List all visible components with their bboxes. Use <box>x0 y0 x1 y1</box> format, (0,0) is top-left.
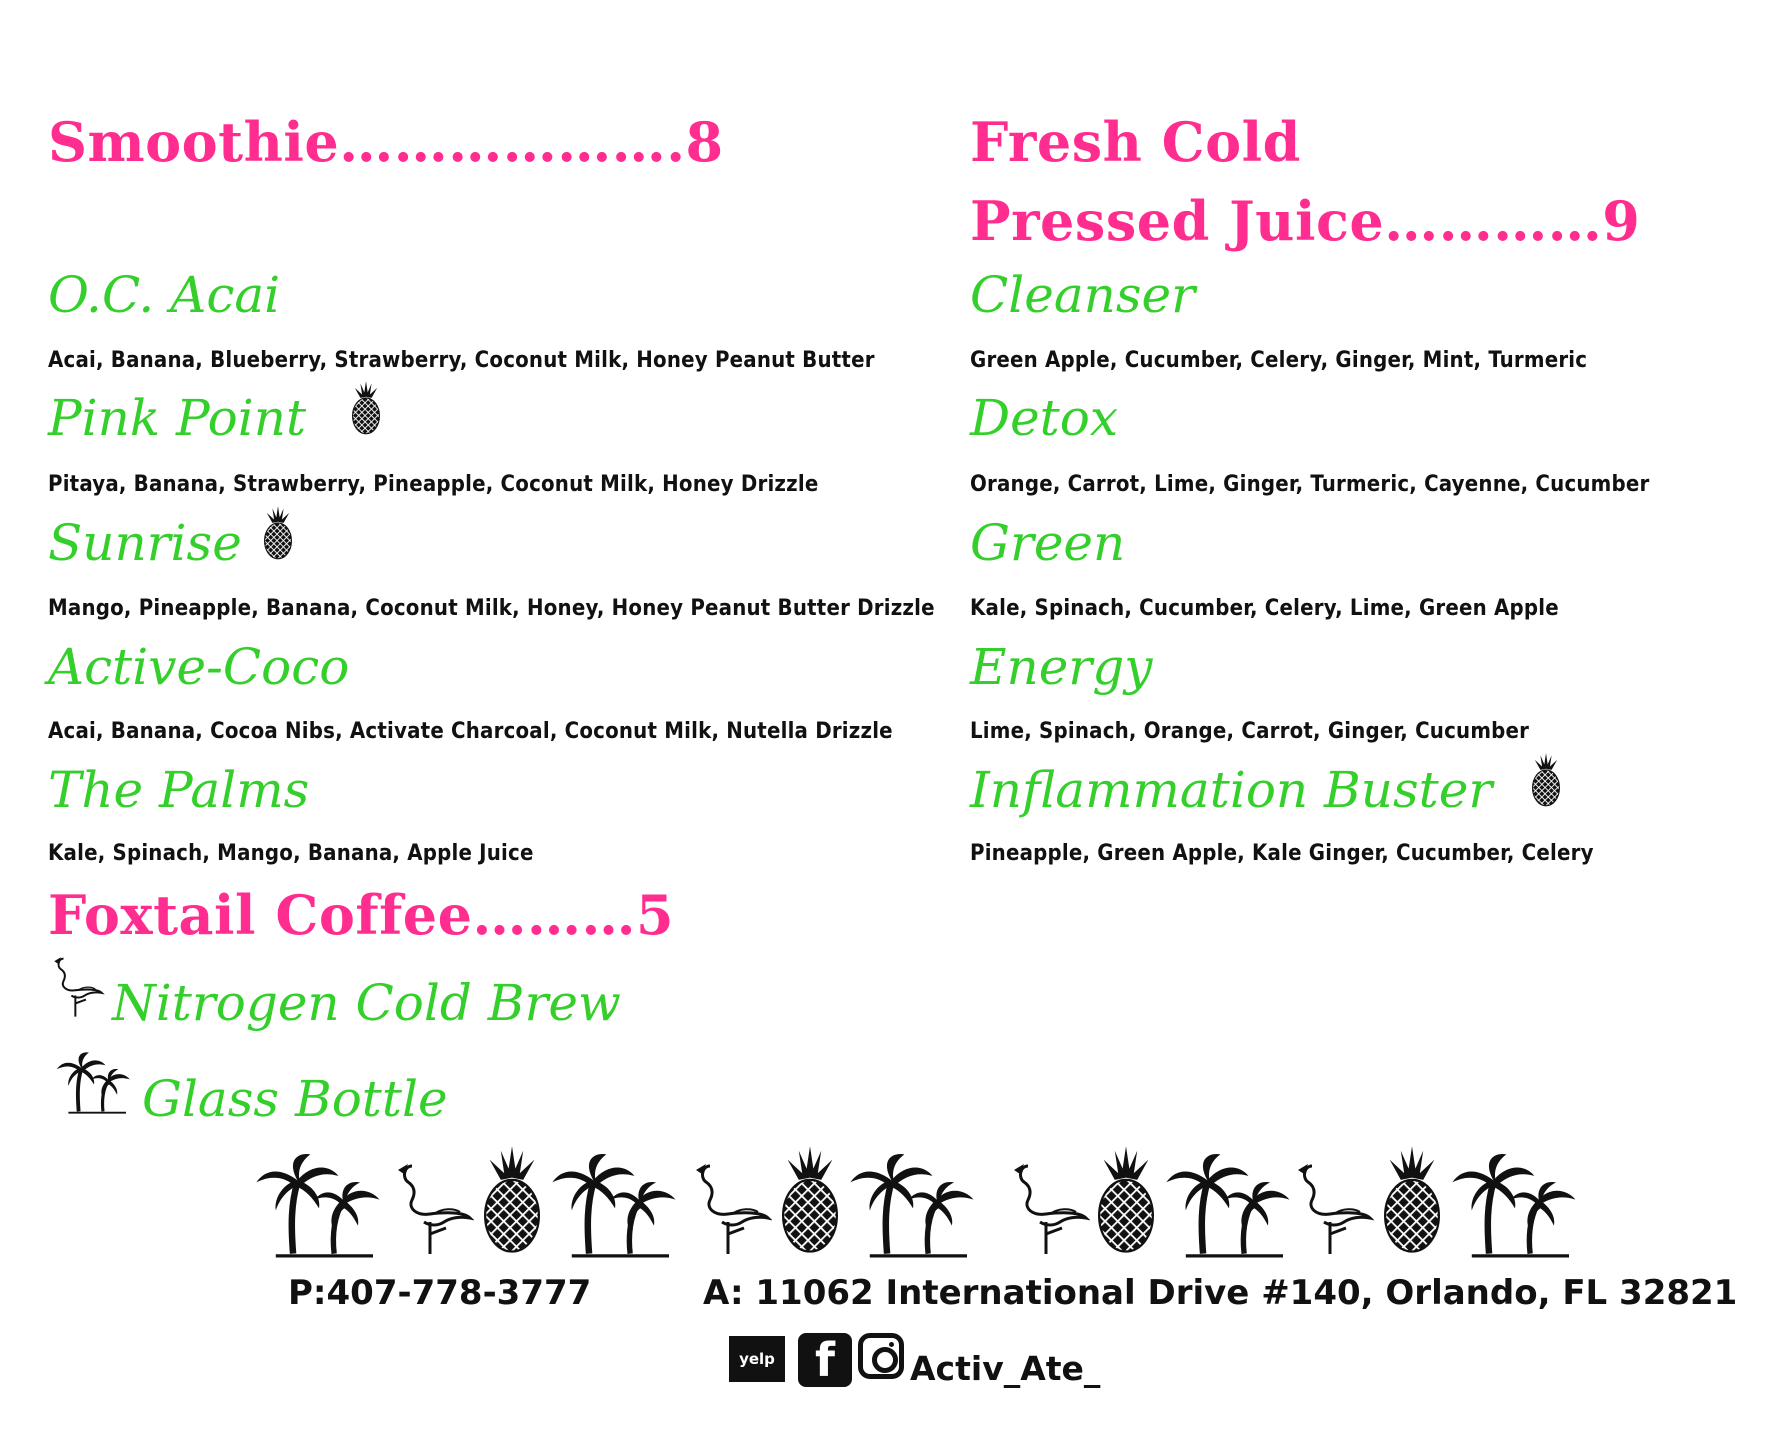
flamingo-icon <box>692 1154 772 1258</box>
item-name-inflammation-buster: Inflammation Buster <box>970 761 1493 819</box>
item-name-pink-point: Pink Point <box>48 389 307 447</box>
palm-trees-icon <box>1450 1150 1580 1258</box>
item-desc-green: Kale, Spinach, Cucumber, Celery, Lime, Green Apple <box>970 596 1559 621</box>
item-name-glass-bottle: Glass Bottle <box>142 1070 448 1128</box>
item-desc-detox: Orange, Carrot, Lime, Ginger, Turmeric, Cayenne, Cucumber <box>970 472 1650 497</box>
item-desc-oc-acai: Acai, Banana, Blueberry, Strawberry, Coconut Milk, Honey Peanut Butter <box>48 348 875 373</box>
smoothie-heading: Smoothie……………….8 <box>48 110 724 174</box>
item-desc-cleanser: Green Apple, Cucumber, Celery, Ginger, Mint, Turmeric <box>970 348 1588 373</box>
flamingo-icon <box>1010 1154 1090 1258</box>
flamingo-icon <box>46 952 110 1018</box>
palm-trees-icon <box>550 1150 680 1258</box>
pineapple-icon <box>1524 752 1568 808</box>
item-name-detox: Detox <box>970 389 1119 447</box>
pineapple-icon <box>476 1144 548 1256</box>
instagram-icon[interactable] <box>858 1333 904 1379</box>
item-desc-inflammation-buster: Pineapple, Green Apple, Kale Ginger, Cucumber, Celery <box>970 841 1594 866</box>
item-name-the-palms: The Palms <box>48 761 310 819</box>
item-desc-sunrise: Mango, Pineapple, Banana, Coconut Milk, Honey, Honey Peanut Butter Drizzle <box>48 596 935 621</box>
item-desc-the-palms: Kale, Spinach, Mango, Banana, Apple Juice <box>48 841 534 866</box>
flamingo-icon <box>394 1154 474 1258</box>
palm-trees-icon <box>254 1150 384 1258</box>
item-name-energy: Energy <box>970 638 1153 696</box>
item-name-nitrogen-cold-brew: Nitrogen Cold Brew <box>112 974 621 1032</box>
item-desc-active-coco: Acai, Banana, Cocoa Nibs, Activate Charcoal, Coconut Milk, Nutella Drizzle <box>48 719 893 744</box>
juice-heading-line1: Fresh Cold <box>970 110 1301 174</box>
juice-heading-line2: Pressed Juice…………9 <box>970 189 1641 253</box>
palm-trees-icon <box>848 1150 978 1258</box>
pineapple-icon <box>344 380 388 436</box>
item-name-cleanser: Cleanser <box>970 266 1195 324</box>
facebook-icon[interactable]: f <box>798 1333 852 1387</box>
item-name-oc-acai: O.C. Acai <box>48 266 281 324</box>
item-desc-pink-point: Pitaya, Banana, Strawberry, Pineapple, Coconut Milk, Honey Drizzle <box>48 472 819 497</box>
item-name-green: Green <box>970 514 1126 572</box>
pineapple-icon <box>1090 1144 1162 1256</box>
item-name-sunrise: Sunrise <box>48 514 242 572</box>
address: A: 11062 International Drive #140, Orlando, FL 32821 <box>703 1273 1738 1313</box>
social-handle[interactable]: Activ_Ate_ <box>910 1349 1101 1388</box>
pineapple-icon <box>256 505 300 561</box>
item-name-active-coco: Active-Coco <box>48 638 350 696</box>
pineapple-icon <box>1376 1144 1448 1256</box>
decorative-border <box>254 1140 1594 1260</box>
palm-trees-icon <box>1164 1150 1294 1258</box>
coffee-heading: Foxtail Coffee………5 <box>48 883 675 947</box>
phone-number: P:407-778-3777 <box>288 1273 592 1313</box>
palm-trees-icon <box>50 1050 138 1114</box>
flamingo-icon <box>1294 1154 1374 1258</box>
pineapple-icon <box>774 1144 846 1256</box>
yelp-icon[interactable]: yelp <box>729 1336 785 1382</box>
item-desc-energy: Lime, Spinach, Orange, Carrot, Ginger, Cucumber <box>970 719 1530 744</box>
